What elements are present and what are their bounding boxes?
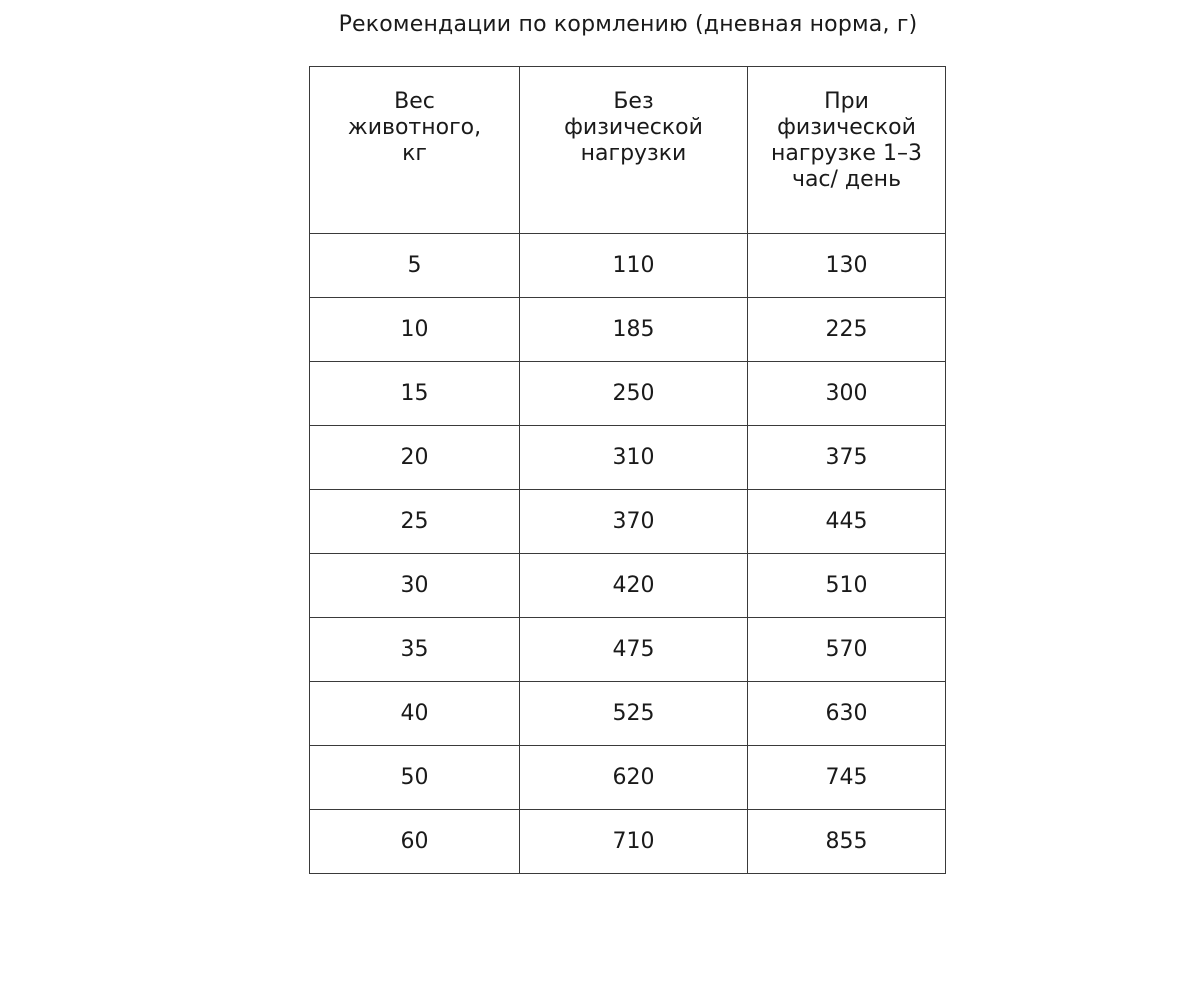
cell-with-activity: 745	[748, 746, 946, 810]
table-row	[310, 426, 946, 490]
table-row	[310, 362, 946, 426]
table-row	[310, 810, 946, 874]
cell-with-activity: 130	[748, 234, 946, 298]
cell-with-activity: 375	[748, 426, 946, 490]
cell-weight: 5	[310, 234, 520, 298]
cell-weight: 15	[310, 362, 520, 426]
header-weight: Вес животного, кг	[310, 67, 520, 234]
cell-weight: 20	[310, 426, 520, 490]
cell-with-activity: 570	[748, 618, 946, 682]
cell-no-activity: 370	[520, 490, 748, 554]
cell-weight: 50	[310, 746, 520, 810]
cell-no-activity: 620	[520, 746, 748, 810]
table-row	[310, 490, 946, 554]
cell-weight: 60	[310, 810, 520, 874]
cell-no-activity: 310	[520, 426, 748, 490]
cell-no-activity: 250	[520, 362, 748, 426]
cell-with-activity: 855	[748, 810, 946, 874]
cell-weight: 25	[310, 490, 520, 554]
cell-with-activity: 510	[748, 554, 946, 618]
table-row	[310, 618, 946, 682]
cell-weight: 30	[310, 554, 520, 618]
cell-weight: 40	[310, 682, 520, 746]
table-row	[310, 682, 946, 746]
cell-no-activity: 110	[520, 234, 748, 298]
table-row	[310, 298, 946, 362]
table-row	[310, 554, 946, 618]
cell-weight: 10	[310, 298, 520, 362]
cell-with-activity: 630	[748, 682, 946, 746]
cell-no-activity: 185	[520, 298, 748, 362]
cell-with-activity: 300	[748, 362, 946, 426]
cell-no-activity: 710	[520, 810, 748, 874]
page-title: Рекомендации по кормлению (дневная норма, г)	[338, 12, 918, 37]
cell-with-activity: 225	[748, 298, 946, 362]
cell-no-activity: 475	[520, 618, 748, 682]
table-header-row	[310, 67, 946, 234]
cell-with-activity: 445	[748, 490, 946, 554]
cell-no-activity: 525	[520, 682, 748, 746]
header-no-activity: Без физической нагрузки	[520, 67, 748, 234]
table-row	[310, 234, 946, 298]
cell-weight: 35	[310, 618, 520, 682]
feeding-table	[309, 66, 946, 874]
header-with-activity: При физической нагрузке 1–3 час/ день	[748, 67, 946, 234]
cell-no-activity: 420	[520, 554, 748, 618]
table-row	[310, 746, 946, 810]
